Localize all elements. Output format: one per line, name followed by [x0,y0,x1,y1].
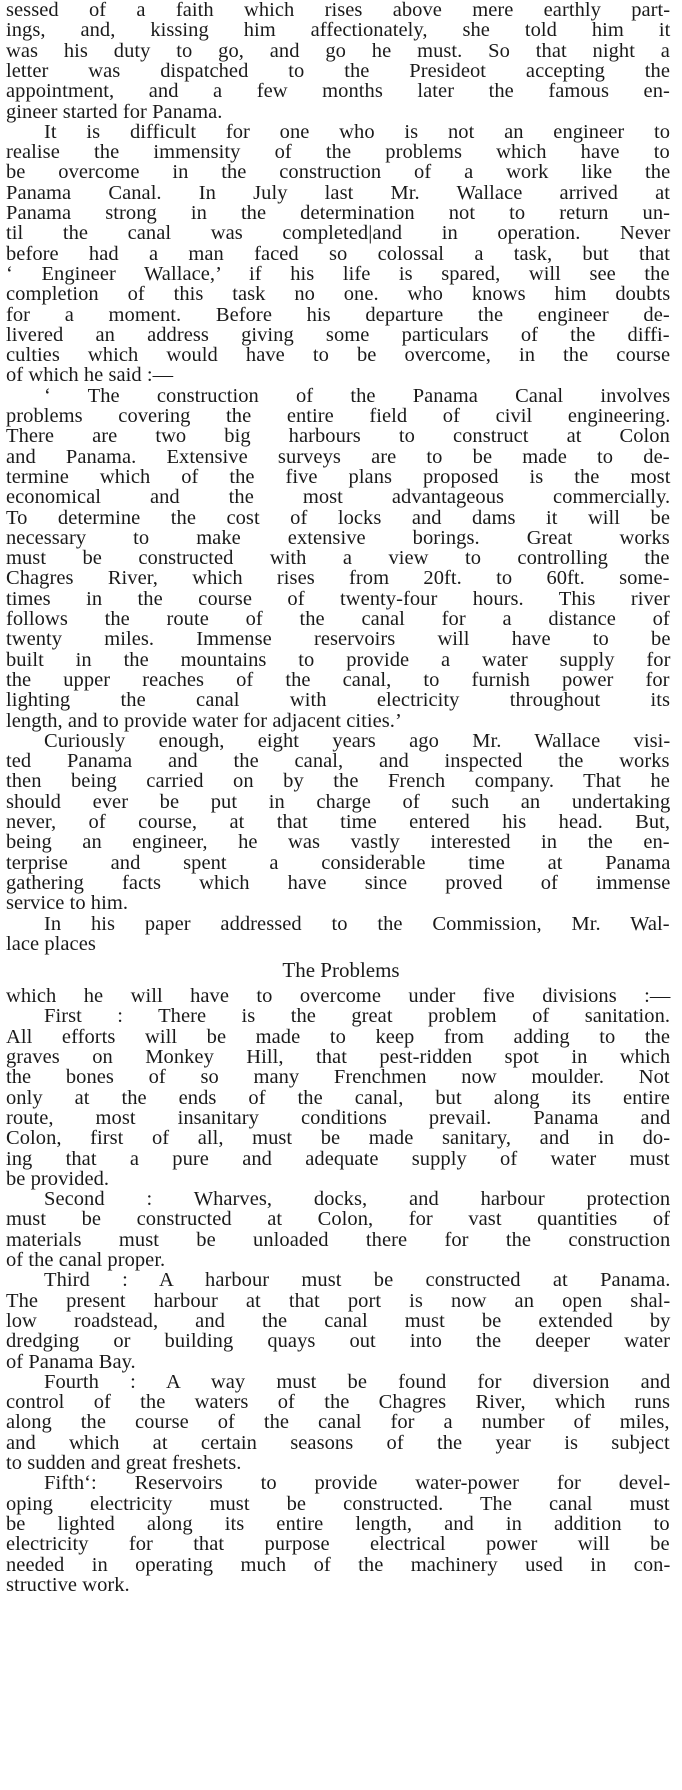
text-line: Colon, first of all, must be made sanitary, and in do- [6,1127,671,1150]
text-line: be provided. [6,1167,110,1190]
text-line: Panama strong in the determination not to return un- [6,202,670,224]
text-line: To determine the cost of locks and dams it will be [6,506,670,529]
text-line: gathering facts which have since proved of immense [6,871,671,894]
text-line: before had a man faced so colossal a task, but that [6,242,670,265]
text-line: then being carried on by the French company. That he [6,770,670,793]
text-line: electricity for that purpose electrical power will be [6,1533,670,1556]
text-line: length, and to provide water for adjacent cities.’ [6,709,402,732]
text-line: Curiously enough, eight years ago Mr. Wallace visi- [44,729,671,752]
text-line: be lighted along its entire length, and in addition to [6,1512,670,1535]
text-line: was his duty to go, and go he must. So that night a [6,39,670,62]
text-line: Second : Wharves, docks, and harbour protection [44,1188,671,1211]
text-line: and Panama. Extensive surveys are to be made to de- [6,445,670,468]
text-line: ings, and, kissing him affectionately, she told him it [6,19,671,42]
text-line: control of the waters of the Chagres River, which runs [6,1391,671,1414]
text-line: Fourth : A way must be found for diversion and [44,1370,671,1393]
text-line: dredging or building quays out into the deeper water [6,1330,670,1353]
text-line: ‘ Engineer Wallace,’ if his life is spared, will see the [6,262,670,285]
text-line: necessary to make extensive borings. Great works [6,526,670,549]
text-line: built in the mountains to provide a water supply for [6,648,671,671]
text-line: letter was dispatched to the Presideot accepting the [6,59,670,82]
section-heading: The Problems [282,958,400,983]
text-line: appointment, and a few months later the famous en- [6,80,670,103]
text-line: of Panama Bay. [6,1350,136,1373]
text-line: for a moment. Before his departure the engineer de- [6,303,670,326]
text-line: completion of this task no one. who knows him doubts [6,283,671,306]
text-line: route, most insanitary conditions prevail. Panama and [6,1106,671,1129]
text-line: There are two big harbours to construct at Colon [6,425,670,448]
text-line: The present harbour at that port is now an open shal- [6,1289,671,1312]
text-line: lace places [6,932,96,955]
text-line: sessed of a faith which rises above mere earthly part- [6,0,671,21]
text-line: Panama Canal. In July last Mr. Wallace arrived at [6,181,671,204]
text-line: In his paper addressed to the Commission, Mr. Wal- [44,912,670,935]
text-line: graves on Monkey Hill, that pest-ridden spot in which [6,1046,671,1068]
text-line: Third : A harbour must be constructed at Panama. [44,1269,671,1292]
text-line: structive work. [6,1573,130,1596]
text-line: twenty miles. Immense reservoirs will have to be [6,628,671,651]
text-line: oping electricity must be constructed. The canal must [6,1492,670,1515]
text-line: livered an address giving some particulars of the diffi- [6,323,670,346]
text-line: ted Panama and the canal, and inspected the works [6,750,670,773]
text-line: times in the course of twenty-four hours. This river [6,587,670,610]
text-line: Fifth‘: Reservoirs to provide water-power for devel- [44,1472,671,1495]
text-line: til the canal was completed|and in operation. Never [6,222,671,245]
text-line: follows the route of the canal for a distance of [6,608,670,630]
text-line: the bones of so many Frenchmen now moulder. Not [6,1066,670,1089]
text-line: service to him. [6,892,129,915]
text-line: low roadstead, and the canal must be extended by [6,1309,671,1332]
text-line: materials must be unloaded there for the construction [6,1228,671,1251]
text-line: gineer started for Panama. [6,100,223,123]
text-line: of which he said :— [6,364,174,387]
text-line: of the canal proper. [6,1249,166,1271]
text-line: along the course of the canal for a number of miles, [6,1411,670,1434]
text-line: never, of course, at that time entered his head. But, [6,811,671,833]
text-line: First : There is the great problem of sanitation. [44,1005,671,1028]
text-line: economical and the most advantageous commercially. [6,486,671,509]
text-line: which he will have to overcome under five divisions :— [6,985,671,1008]
text-line: needed in operating much of the machinery used in con- [6,1553,671,1576]
text-line: only at the ends of the canal, but along its entire [6,1086,670,1109]
text-line: lighting the canal with electricity throughout its [6,689,671,712]
text-line: ing that a pure and adequate supply of water must [6,1147,670,1170]
text-line: the upper reaches of the canal, to furnish power for [6,668,670,691]
text-line: and which at certain seasons of the year is subject [6,1431,670,1454]
text-line: It is difficult for one who is not an engineer to [44,120,671,143]
text-line: to sudden and great freshets. [6,1452,242,1474]
text-line: ‘ The construction of the Panama Canal involves [44,384,671,407]
text-line: termine which of the five plans proposed is the most [6,465,671,488]
text-line: must be constructed with a view to controlling the [6,547,670,570]
text-line: problems covering the entire field of civil engineering. [6,405,671,427]
text-line: Chagres River, which rises from 20ft. to 60ft. some- [6,567,670,590]
text-line: must be constructed at Colon, for vast quantities of [6,1208,671,1231]
text-line: realise the immensity of the problems which have to [6,141,670,164]
text-line: being an engineer, he was vastly interested in the en- [6,831,670,854]
text-line: should ever be put in charge of such an undertaking [6,790,671,813]
text-line: All efforts will be made to keep from adding to the [6,1025,671,1048]
text-line: culties which would have to be overcome, in the course [6,344,671,367]
text-line: be overcome in the construction of a work like the [6,161,671,184]
text-line: terprise and spent a considerable time at Panama [6,851,671,874]
